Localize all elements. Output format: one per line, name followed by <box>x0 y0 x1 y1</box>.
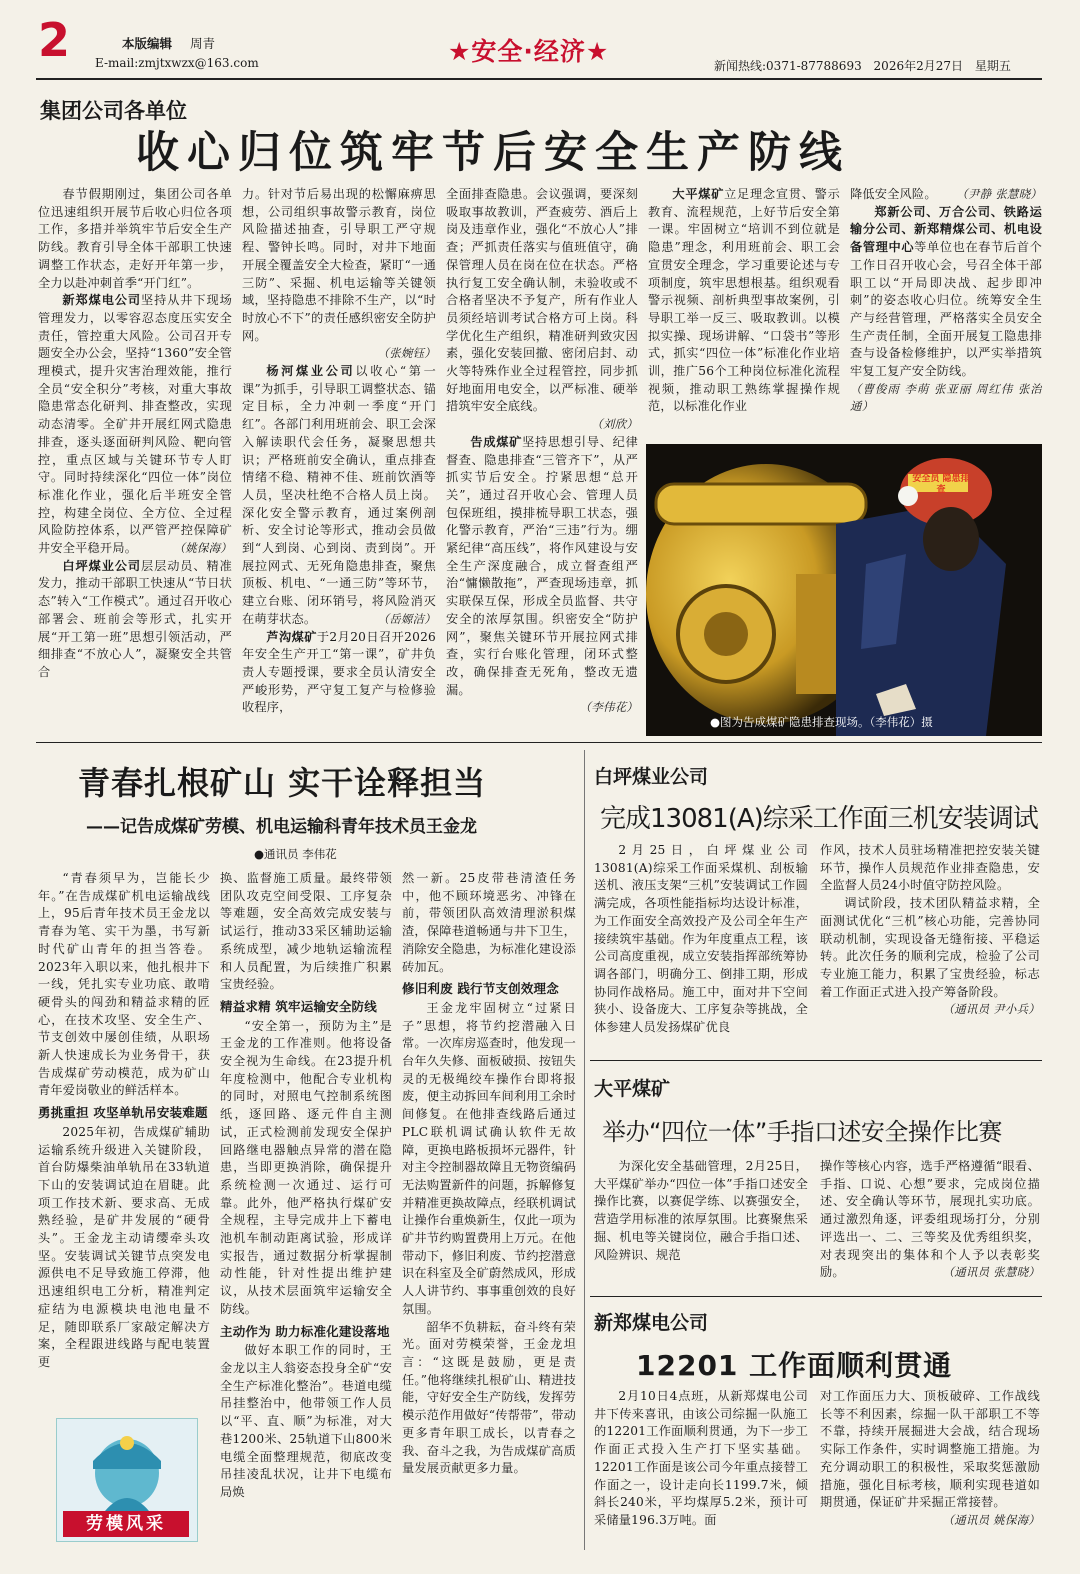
subhead: 修旧利废 践行节支创效理念 <box>402 981 559 997</box>
mining-inspection-illustration <box>646 444 1042 736</box>
lead-photo <box>646 444 1042 736</box>
baiping-column-1: 2月25日，白坪煤业公司13081(A)综采工作面采煤机、刮板输送机、液压支架“三机”安装调试工作圆满完成，各项性能指标均达设计标准，为工作面安全高效投产及公司全年生产接续筑牢基础。作为年度重点工程，该公司高度重视，成立安装指挥部统筹协调各部门，明确分工、倒排工期，形成协同作战格局。施工中，面对井下空间狭小、设备庞大、工序复杂等挑战，全体参建人员发扬煤矿优良 <box>594 843 808 1035</box>
byline: （李伟花） <box>579 700 638 715</box>
editor-email: E-mail:zmjtxwzx@163.com <box>95 56 259 70</box>
issue-weekday: 星期五 <box>974 59 1011 73</box>
lead-column-3: 全面排查隐患。会议强调，要深刻吸取事故教训，严查疲劳、酒后上岗及违章作业，强化“不放心人”排查；严抓责任落实与值班值守，确保管理人员在岗在位在状态。严格执行复工安全确认制，未验收或不合格者坚决不予复产，所有作业人员须经培训考试合格方可上岗。科学优化生产组织，精准研判致灾因素，强化安装回撤、密闭启封、动火等特殊作业全过程管控，同步抓好地面用电安全，以严标准、硬举措筑牢安全底线。 （刘欣） 告成煤矿坚持思想引导、纪律督查、隐患排查“三管齐下”，从严抓实节后安全。拧紧思想“总开关”，通过召开收心会、管理人员包保班组，摸排梳导职工状态，强化警示教育，严治“三违”行为。绷紧纪律“高压线”，将作风建设与安全生产深度融合，成立督查组严治“慵懒散拖”，严查现场违章，抓实联保互保，形成全员监督、共守安全的浓厚氛围。织密安全“防护网”，聚焦关键环节开展拉网式排查，实行台账化管理，闭环式整改，确保排查无死角，整改无遗漏。 （李伟花） <box>446 186 638 736</box>
feature-column-2: 换、监督施工质量。最终带领团队攻克空间受限、工序复杂等难题，安全高效完成安装与试运行，推动33采区辅助运输系统成型，减少地轨运输流程和人员配置，为后续推广积累宝贵经验。 精益求精 筑牢运输安全防线 “安全第一，预防为主”是王金龙的工作准则。他将设备安全视为生命线。在23提升机年度检测中，他配合专业机构的同时，对照电气控制系统图纸，逐回路、逐元件自主测试，正式检测前发现安全保护回路继电器触点异常的潜在隐患，当即更换消除，确保提升系统检测一次通过、运行可靠。此外，他严格执行煤矿安全规程，主导完成井上下蓄电池机车制动距离试验，形成详实报告，通过数据分析掌握制动性能，针对性提出维护建议，从技术层面筑牢运输安全防线。 主动作为 助力标准化建设落地 做好本职工作的同时，王金龙以主人翁姿态投身全矿“安全生产标准化整治”。巷道电缆吊挂整治中，他带领工作人员以“平、直、顺”为标准，对大巷1200米、25轨道下山800米电缆全面整理规范，彻底改变吊挂凌乱状况，让井下电缆布局焕 <box>220 871 392 1499</box>
baiping-title: 完成13081(A)综采工作面三机安装调试 <box>600 804 1038 834</box>
subhead: 精益求精 筑牢运输安全防线 <box>220 998 377 1014</box>
feature-byline: ●通讯员 李伟花 <box>254 847 337 861</box>
issue-date: 2026年2月27日 <box>873 59 963 73</box>
lead-title: 收心归位筑牢节后安全生产防线 <box>136 128 850 178</box>
unit-name: 杨河煤业公司 <box>266 364 356 379</box>
subhead: 勇挑重担 攻坚单轨吊安装难题 <box>38 1105 208 1121</box>
page-number: 2 <box>38 13 71 67</box>
editor-name: 周青 <box>190 36 216 51</box>
byline: （通讯员 姚保海） <box>942 1512 1040 1527</box>
lead-column-1: 春节假期刚过，集团公司各单位迅速组织开展节后收心归位各项工作，多措并举筑牢节后安全生产防线。教育引导全体干部职工快速调整工作状态，走好开年第一步，全力以赴冲刺首季“开门红”。 新郑煤电公司坚持从井下现场管理发力，以零容忍态度压实安全责任，管控重大风险。公司召开专题安全办公会，坚持“1360”安全管理模式，提升灾害治理效能，推行全员“安全积分”考核，对重大事故隐患常态化研判、排查整改，实现动态清零。全矿井开展红网式隐患排查，逐头逐面研判风险、靶向管控，重点区域与关键环节专人盯守。同时持续深化“四位一体”岗位标准化作业，强化后半班安全管控，构建全岗位、全方位、全过程风险防控体系，以严管严控保障矿井安全平稳开局。 （姚保海） 白坪煤业公司层层动员、精准发力，推动干部职工快速从“节日状态”转入“工作模式”。通过召开收心部署会、班前会等形式，扎实开展“开工第一班”思想引领活动，严细排查“不放心人”，凝聚安全共管合 <box>38 187 232 679</box>
lead-column-4: 大平煤矿立足理念宣贯、警示教育、流程规范，上好节后安全第一课。牢固树立“培训不到位就是隐患”理念，利用班前会、职工会宣贯安全理念，学习重要论述与专项制度，筑牢思想根基。组织观看警示视频、剖析典型事故案例，引导职工举一反三、吸取教训。以模拟实操、现场讲解、“口袋书”等形式，抓实“四位一体”标准化作业培训，推广56个工种岗位标准化流程视频，推动职工熟练掌握操作规范，以标准化作业 <box>648 187 840 414</box>
lead-bottom-rule <box>36 742 1042 743</box>
feature-column-1: “青春须早为，岂能长少年。”在告成煤矿机电运输战线上，95后青年技术员王金龙以青春为笔、实干为墨，书写新时代矿山青年的担当答卷。2023年入职以来，他扎根井下一线，凭扎实专业功底、敢啃硬骨头的闯劲和精益求精的匠心，在技术攻坚、安全生产、节支创效中屡创佳绩，从职场新人快速成长为业务骨干，获告成煤矿劳动模范，成为矿山青年爱岗敬业的鲜活样本。 勇挑重担 攻坚单轨吊安装难题 2025年初，告成煤矿辅助运输系统升级进入关键阶段，首台防爆柴油单轨吊在33轨道下山的安装调试迫在眉睫。此项工作技术新、要求高、无成熟经验，是矿井发展的“硬骨头”。王金龙主动请缨牵头攻坚。安装调试关键节点突发电源供电不足导致施工停滞，他迅速组织电工分析，精准判定症结为电源模块电池电量不足，随即联系厂家敲定解决方案，全程跟进线路与配电装置更 <box>38 871 210 1369</box>
unit-name: 新郑煤电公司 <box>62 293 141 308</box>
baiping-rule <box>590 1060 1042 1061</box>
photo-caption: ●图为告成煤矿隐患排查现场。（李伟花）摄 <box>710 715 933 729</box>
model-worker-logo <box>56 1418 198 1542</box>
vertical-divider <box>584 750 585 1550</box>
feature-title: 青春扎根矿山 实干诠释担当 <box>78 764 487 802</box>
byline: （刘欣） <box>591 417 638 432</box>
feature-subtitle: ——记告成煤矿劳模、机电运输科青年技术员王金龙 <box>86 817 477 837</box>
baiping-kicker: 白坪煤业公司 <box>594 766 709 788</box>
unit-name: 大平煤矿 <box>672 187 725 201</box>
daping-kicker: 大平煤矿 <box>594 1078 671 1100</box>
editor-info <box>122 34 215 52</box>
news-hotline: 新闻热线:0371-87788693 <box>714 59 862 73</box>
daping-column-2: 操作等核心内容，选手严格遵循“眼看、手指、口说、心想”要求，完成岗位描述、安全确认等环节，展现扎实功底。通过激烈角逐，评委组现场打分，分别评选出一、二、三等奖及优秀组织奖，对表现突出的集体和个人予以表彰奖励。 （通讯员 张慧晓） <box>820 1158 1040 1290</box>
byline: （张婉钰） <box>377 346 436 361</box>
unit-name: 芦沟煤矿 <box>266 629 317 644</box>
byline: （姚保海） <box>173 541 232 556</box>
xinzheng-column-2: 对工作面压力大、顶板破碎、工作战线长等不利因素，综掘一队干部职工不等不靠，持续开展掘进大会战，结合现场实际工作条件，实时调整施工措施。为充分调动职工的积极性，采取奖惩激励措施，强化目标考核，顺利实现巷道如期贯通，保证矿井采掘正常接替。 （通讯员 姚保海） <box>820 1388 1040 1554</box>
byline: （岳嫄洁） <box>377 611 436 626</box>
byline: （通讯员 尹小兵） <box>942 1002 1040 1017</box>
masthead-rule <box>36 78 1042 80</box>
vest-reflective-text: 安全员 隐患排查 <box>912 474 970 495</box>
lead-column-5: 降低安全风险。 （尹静 张慧晓） 郑新公司、万合公司、铁路运输分公司、新郑精煤公司、机电设备管理中心等单位也在春节后首个工作日召开收心会，号召全体干部职工以“开局即决战、起步即冲刺”的姿态收心归位。统筹安全生产与经营管理，严格落实全员安全生产责任制，全面开展复工隐患排查与设备检修维护，以严实举措筑牢复工复产安全防线。 （曹俊雨 李萌 张亚丽 周红伟 张治通） <box>850 187 1042 414</box>
unit-name: 白坪煤业公司 <box>62 558 141 573</box>
byline: （通讯员 张慧晓） <box>942 1265 1040 1280</box>
unit-name: 郑新公司、万合公司、铁路运输分公司、新郑精煤公司、机电设备管理中心 <box>850 204 1042 255</box>
unit-name: 告成煤矿 <box>470 434 523 449</box>
worker-portrait-icon <box>57 1419 197 1511</box>
feature-column-3: 然一新。25皮带巷清渣任务中，他不顾环境恶劣、冲锋在前，带领团队高效清理淤积煤渣，保障巷道畅通与井下卫生，消除安全隐患，为标准化建设添砖加瓦。 修旧利废 践行节支创效理念 王金龙牢固树立“过紧日子”思想，将节约挖潜融入日常。一次库房巡查时，他发现一台年久失修、面板破损、按钮失灵的无极绳绞车操作台即将报废，便主动拆回车间利用工余时间修复。在他排查线路后通过PLC联机调试确认软件无故障，更换电路板损坏元器件，针对主令控制器故障且无物资编码无法购置新件的问题，拆解修复并精准更换故障点，经联机调试让操作台重焕新生，仅此一项为矿井节约购置费用上万元。在他带动下，修旧利废、节约挖潜意识在科室及全矿蔚然成风，形成人人讲节约、事事重创效的良好氛围。 韶华不负耕耘，奋斗终有荣光。面对劳模荣誉，王金龙坦言：“这既是鼓励，更是责任。”他将继续扎根矿山、精进技能，守好安全生产防线，发挥劳模示范作用做好“传帮带”，带动更多青年职工成长，以青春之我、奋斗之我，为告成煤矿高质量发展贡献更多力量。 <box>402 871 576 1476</box>
daping-rule <box>590 1296 1042 1297</box>
header-meta <box>714 57 1011 74</box>
subhead: 主动作为 助力标准化建设落地 <box>220 1323 390 1339</box>
daping-title: 举办“四位一体”手指口述安全操作比赛 <box>602 1118 1002 1146</box>
byline: （尹静 张慧晓） <box>956 187 1042 201</box>
xinzheng-column-1: 2月10日4点班，从新郑煤电公司井下传来喜讯，由该公司综掘一队施工的12201工作面顺利贯通，为下一步工作面正式投入生产打下坚实基础。12201工作面是该公司今年重点接替工作面之一，设计走向长1199.7米，倾斜长240米，平均煤厚5.2米，预计可采储量196.3万吨。面 <box>594 1389 808 1527</box>
daping-column-1: 为深化安全基础管理，2月25日，大平煤矿举办“四位一体”手指口述安全操作比赛，以赛促学练、以赛强安全，营造学用标准的浓厚氛围。比赛聚焦采掘、机电等关键岗位，融合手指口述、风险辨识、规范 <box>594 1159 808 1262</box>
xinzheng-title: 12201 工作面顺利贯通 <box>636 1349 953 1382</box>
section-title: ★安全·经济★ <box>448 37 610 66</box>
byline: （曹俊雨 李萌 张亚丽 周红伟 张治通） <box>850 381 1042 414</box>
baiping-column-2: 作风，技术人员驻场精准把控安装关键环节，操作人员规范作业排查隐患，安全监督人员24小时值守防控风险。 调试阶段，技术团队精益求精，全面测试优化“三机”核心功能，完善协同联动机制，实现设备无缝衔接、平稳运转。此次任务的顺利完成，检验了公司专业施工能力，积累了宝贵经验，标志着工作面正式进入投产筹备阶段。 （通讯员 尹小兵） <box>820 842 1040 1052</box>
lead-kicker: 集团公司各单位 <box>40 99 187 123</box>
logo-label: 劳模风采 <box>63 1511 189 1537</box>
lead-column-2: 力。针对节后易出现的松懈麻痹思想，公司组织事故警示教育，岗位风险描述抽查，引导职工严守规程、警钟长鸣。同时，对井下地面开展全覆盖安全大检查，紧盯“一通三防”、采掘、机电运输等关键领域，坚持隐患不排除不生产，以“时时放心不下”的责任感织密安全防护网。 （张婉钰） 杨河煤业公司以收心“第一课”为抓手，引导职工调整状态、锚定目标，全力冲刺一季度“开门红”。各部门利用班前会、职工会深入解读职代会任务，凝聚思想共识；严格班前安全确认，重点排查情绪不稳、精神不佳、班前饮酒等人员，坚决杜绝不合格人员上岗。深化安全警示教育，通过案例剖析、安全讨论等形式，推动会员做到“人到岗、心到岗、责到岗”。开展拉网式、无死角隐患排查，聚焦顶板、机电、“一通三防”等环节，建立台账、闭环销号，将风险消灭在萌芽状态。 （岳嫄洁） 芦沟煤矿于2月20日召开2026年安全生产开工“第一课”，矿井负责人专题授课，要求全员认清安全严峻形势，严守复工复产与检修验收程序， <box>242 187 436 715</box>
editor-label: 本版编辑 <box>122 36 173 51</box>
xinzheng-kicker: 新郑煤电公司 <box>594 1312 709 1334</box>
